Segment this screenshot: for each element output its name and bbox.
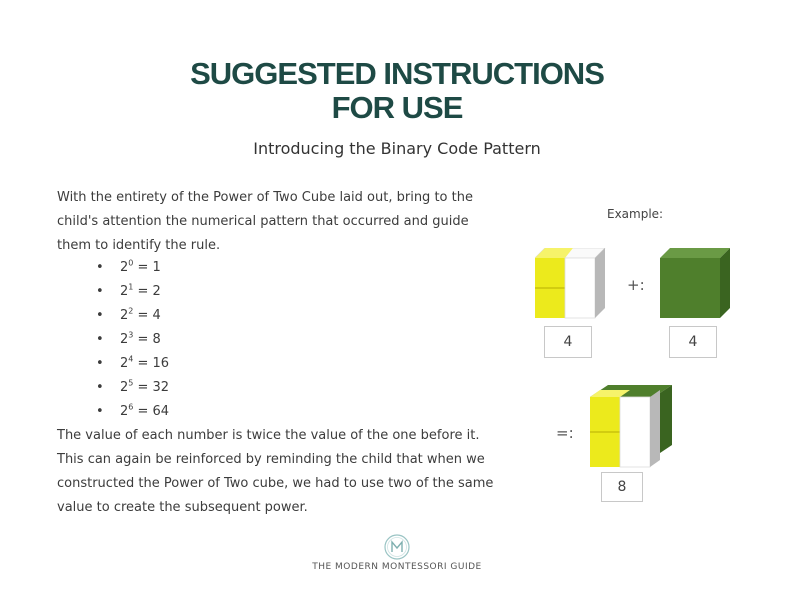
- title-line-1: SUGGESTED INSTRUCTIONS: [190, 56, 604, 91]
- subtitle: Introducing the Binary Code Pattern: [253, 139, 541, 158]
- left-value-box: 4: [544, 326, 592, 358]
- title-line-2: FOR USE: [331, 90, 463, 125]
- example-label: Example:: [607, 207, 664, 221]
- right-value-box: 4: [669, 326, 717, 358]
- list-item: • $2^3 = 8$: [96, 330, 161, 347]
- green-cube-image: [660, 248, 735, 320]
- list-item: • $2^4 = 16$: [96, 354, 170, 371]
- footer-brand: THE MODERN MONTESSORI GUIDE: [312, 562, 482, 572]
- result-cube-image: [590, 385, 675, 470]
- list-item: • $2^2 = 4$: [96, 306, 161, 323]
- list-item: • $2^6 = 64$: [96, 402, 170, 419]
- plus-sign: +:: [627, 276, 645, 294]
- half-yellow-cube-image: [535, 248, 610, 320]
- result-value-box: 8: [601, 472, 643, 502]
- list-item: • $2^5 = 32$: [96, 378, 170, 395]
- list-item: • $2^0 = 1$: [96, 258, 161, 275]
- outro-paragraph: The value of each number is twice the value of the one before it. This can again be reinforced by reminding the child that when we constructed the Power of Two cube, we had to use two of the same value to create the subsequent power.: [57, 428, 494, 515]
- montessori-logo-icon: [384, 534, 410, 560]
- powers-list: [96, 256, 169, 424]
- equals-sign: =:: [556, 424, 574, 442]
- list-item: • $2^1 = 2$: [96, 282, 161, 299]
- intro-paragraph: With the entirety of the Power of Two Cube laid out, bring to the child's attention the numerical pattern that occurred and guide them to identify the rule.: [57, 190, 473, 253]
